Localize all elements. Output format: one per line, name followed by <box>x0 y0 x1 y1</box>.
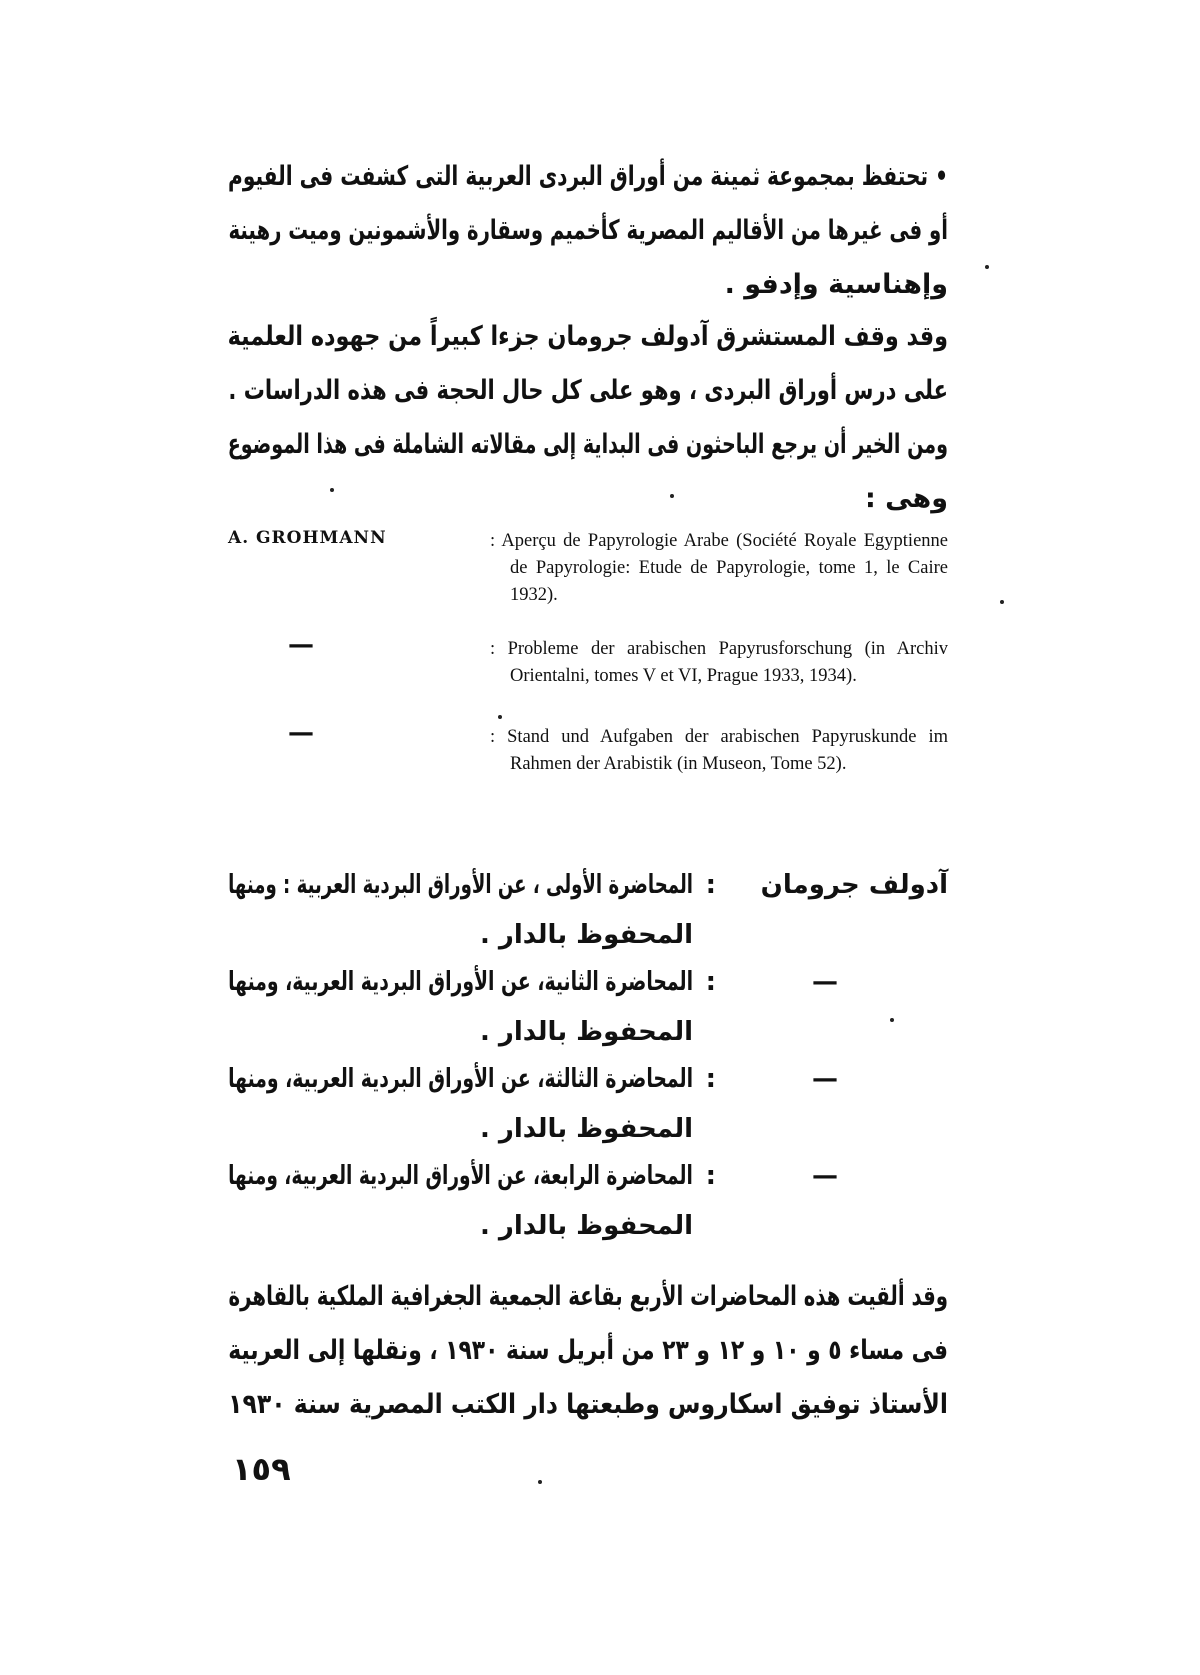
lecture-entry <box>228 957 948 1057</box>
lecture-colon: : <box>705 1064 716 1094</box>
ditto-dash: — <box>812 1064 838 1094</box>
ditto-dash: — <box>288 630 314 660</box>
bibliography-author: A. GROHMANN <box>228 528 387 548</box>
lecture-continuation: المحفوظ بالدار . <box>479 1017 693 1047</box>
paragraph-grohmann-intro <box>228 310 948 526</box>
scan-speck <box>670 494 674 498</box>
scan-speck <box>330 488 334 492</box>
lecture-entry <box>228 1054 948 1154</box>
lecture-colon: : <box>705 870 716 900</box>
lecture-title: المحاضرة الأولى ، عن الأوراق البردية العربية : ومنها <box>228 870 693 900</box>
text-line: أو فى غيرها من الأقاليم المصرية كأخميم وسقارة والأشمونين وميت رهينة <box>228 215 948 246</box>
scan-speck <box>890 1018 894 1022</box>
text-line: وقد وقف المستشرق آدولف جرومان جزءا كبيراً من جهوده العلمية <box>227 321 948 352</box>
text-line: • تحتفظ بمجموعة ثمينة من أوراق البردى العربية التى كشفت فى الفيوم <box>228 161 948 192</box>
lecture-continuation: المحفوظ بالدار . <box>479 920 693 950</box>
lecture-colon: : <box>705 967 716 997</box>
lecture-author: آدولف جرومان <box>760 870 948 900</box>
paragraph-lectures-note <box>228 1270 948 1432</box>
page-number: ١٥٩ <box>232 1450 291 1488</box>
lecture-continuation: المحفوظ بالدار . <box>479 1211 693 1241</box>
text-line: فى مساء ٥ و ١٠ و ١٢ و ٢٣ من أبريل سنة ١٩٣٠ ، ونقلها إلى العربية <box>228 1335 948 1366</box>
lecture-entry <box>228 860 948 960</box>
text-line: ومن الخير أن يرجع الباحثون فى البداية إلى مقالاته الشاملة فى هذا الموضوع <box>227 429 948 460</box>
bibliography-text: : Stand und Aufgaben der arabischen Papyruskunde im Rahmen der Arabistik (in Museon, Tome 52). <box>490 727 948 774</box>
scan-speck <box>985 265 989 269</box>
lecture-title: المحاضرة الثالثة، عن الأوراق البردية العربية، ومنها <box>228 1064 693 1094</box>
ditto-dash: — <box>812 967 838 997</box>
ditto-dash: — <box>812 1161 838 1191</box>
text-line: الأستاذ توفيق اسكاروس وطبعتها دار الكتب المصرية سنة ١٩٣٠ <box>228 1389 949 1420</box>
lecture-continuation: المحفوظ بالدار . <box>479 1114 693 1144</box>
ditto-dash: — <box>288 718 314 748</box>
text-line: وإهناسية وإدفو . <box>724 269 948 300</box>
text-line: وقد ألقيت هذه المحاضرات الأربع بقاعة الجمعية الجغرافية الملكية بالقاهرة <box>228 1281 948 1312</box>
paragraph-papyri-collection <box>228 150 948 312</box>
scan-speck <box>1000 600 1004 604</box>
text-line: على درس أوراق البردى ، وهو على كل حال الحجة فى هذه الدراسات . <box>228 375 948 406</box>
lecture-entry <box>228 1151 948 1251</box>
bibliography-text: : Aperçu de Papyrologie Arabe (Société Royale Egyptienne de Papyrologie: Etude de Papyrologie, tome 1, le Caire 1932). <box>490 531 948 605</box>
bibliography-text: : Probleme der arabischen Papyrusforschung (in Archiv Orientalni, tomes V et VI, Prague 1933, 1934). <box>490 639 948 686</box>
lecture-colon: : <box>705 1161 716 1191</box>
lecture-title: المحاضرة الرابعة، عن الأوراق البردية العربية، ومنها <box>228 1161 693 1191</box>
scan-speck <box>538 1480 542 1484</box>
scan-speck <box>498 715 502 719</box>
text-line: وهى : <box>864 483 948 514</box>
lecture-title: المحاضرة الثانية، عن الأوراق البردية العربية، ومنها <box>228 967 693 997</box>
